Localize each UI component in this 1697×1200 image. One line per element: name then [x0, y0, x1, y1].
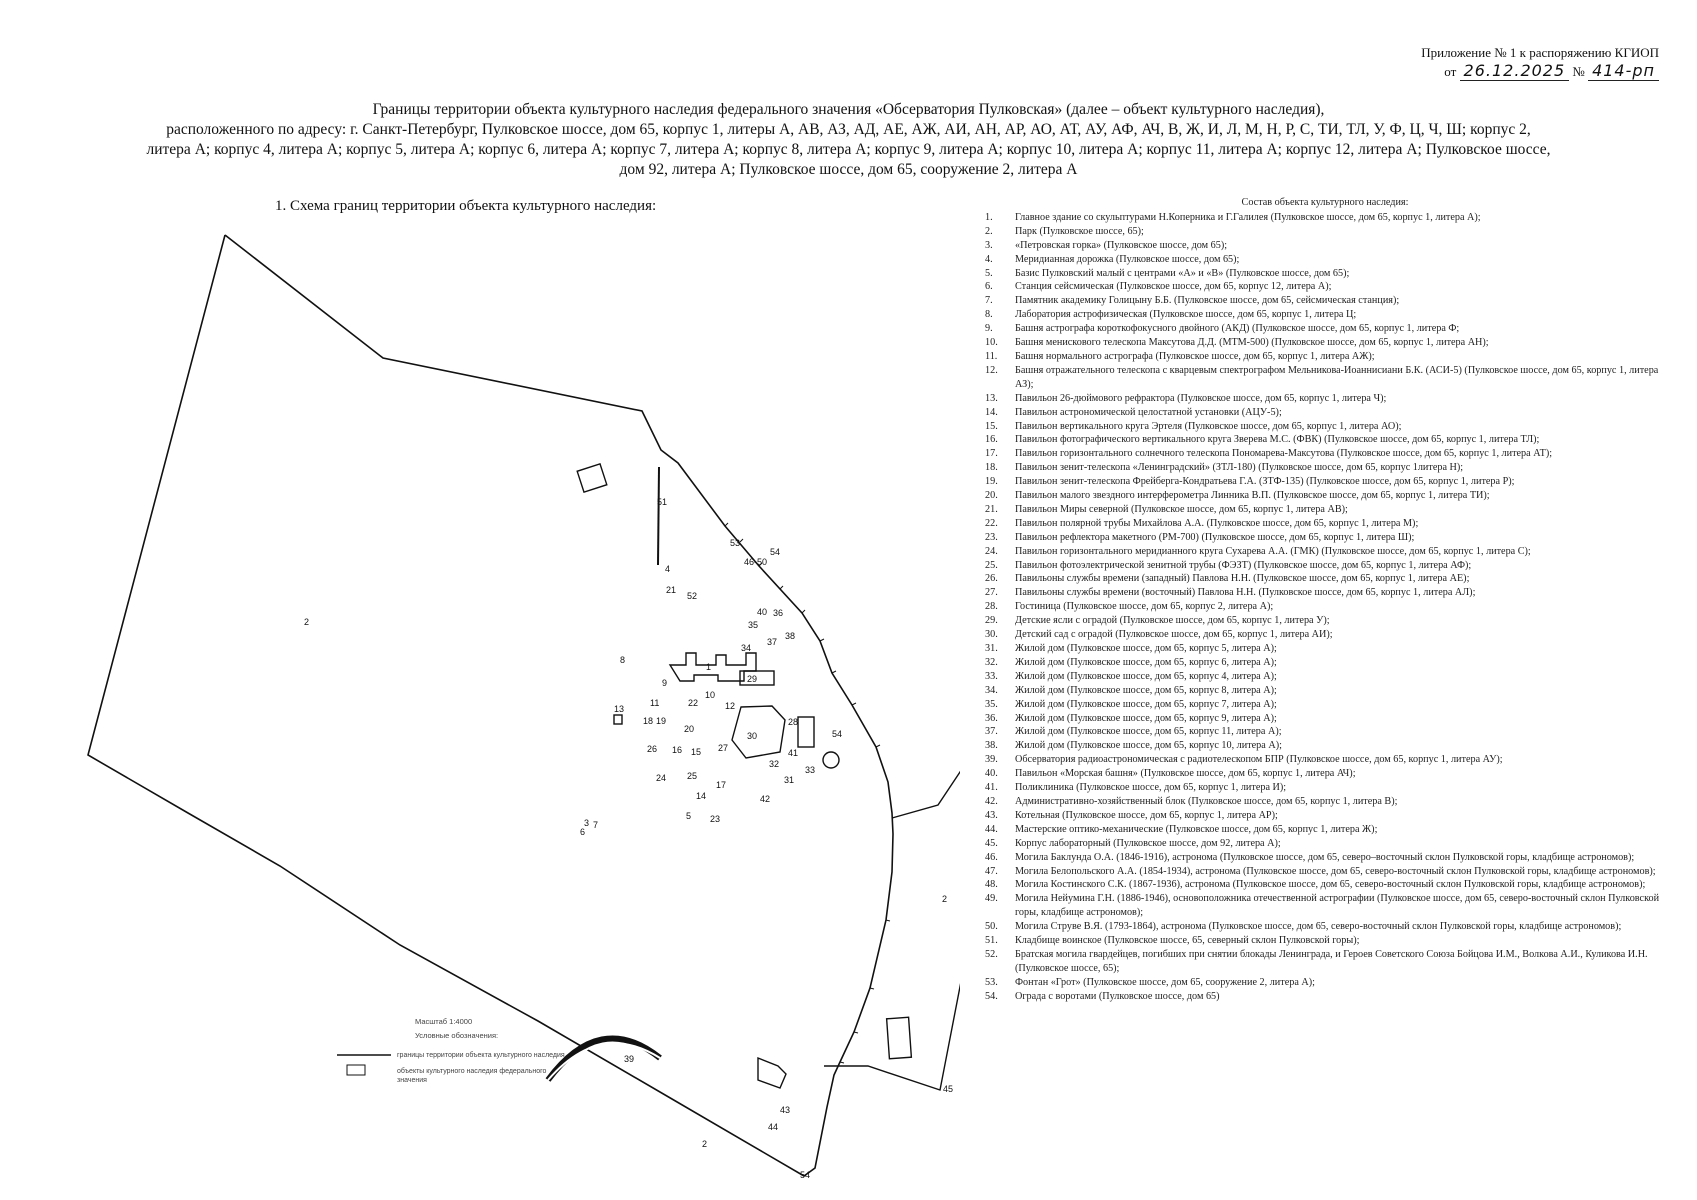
annex-boundary	[824, 684, 960, 1090]
list-item-number: 5.	[985, 267, 993, 279]
list-item-text: Павильон полярной трубы Михайлова А.А. (Пулковское шоссе, дом 65, корпус 1, литера М);	[1015, 517, 1419, 529]
list-item	[985, 670, 1665, 684]
list-item	[985, 211, 1665, 225]
list-item-number: 2.	[985, 225, 993, 237]
list-item-text: Павильоны службы времени (восточный) Павлова Н.Н. (Пулковское шоссе, дом 65, корпус 1, литера АЛ);	[1015, 587, 1476, 599]
list-item	[985, 628, 1665, 642]
list-item	[985, 489, 1665, 503]
list-item-number: 7.	[985, 295, 993, 307]
list-item-number: 14.	[985, 406, 998, 418]
list-item-text: Жилой дом (Пулковское шоссе, дом 65, корпус 9, литера А);	[1015, 712, 1277, 724]
list-item-number: 8.	[985, 309, 993, 321]
list-item-number: 13.	[985, 392, 998, 404]
map-label: 51	[657, 497, 668, 507]
list-item	[985, 698, 1665, 712]
list-item-text: Павильон горизонтального меридианного круга Сухарева А.А. (ГМК) (Пулковское шоссе, дом 65, корпус 1, литера С);	[1015, 545, 1531, 557]
building-51	[577, 464, 607, 492]
list-item-text: Детские ясли с оградой (Пулковское шоссе, дом 65, корпус 1, литера У);	[1015, 615, 1330, 627]
list-item-text: Котельная (Пулковское шоссе, дом 65, корпус 1, литера АР);	[1015, 809, 1278, 821]
list-item	[985, 948, 1665, 976]
list-item-text: Гостиница (Пулковское шоссе, дом 65, корпус 2, литера А);	[1015, 601, 1274, 613]
list-item-text: Павильон 26-дюймового рефрактора (Пулковское шоссе, дом 65, корпус 1, литера Ч);	[1015, 392, 1387, 404]
list-item-text: Кладбище воинское (Пулковское шоссе, 65, северный склон Пулковской горы);	[1015, 935, 1360, 947]
list-item	[985, 475, 1665, 489]
map-label: 31	[784, 775, 795, 785]
map-label: 34	[741, 643, 752, 653]
list-item-number: 38.	[985, 740, 998, 752]
list-item	[985, 795, 1665, 809]
map-label: 35	[748, 620, 759, 630]
list-item	[985, 586, 1665, 600]
list-item	[985, 865, 1665, 879]
list-item-number: 30.	[985, 629, 998, 641]
map-label: 9	[662, 678, 668, 688]
map-label: 39	[624, 1054, 635, 1064]
list-item	[985, 990, 1665, 1004]
legend-row-objects: объекты культурного наследия федерального значения	[397, 1068, 547, 1084]
list-item	[985, 642, 1665, 656]
map-label: 12	[725, 701, 736, 711]
list-item-text: Могила Белопольского А.А. (1854-1934), астронома (Пулковское шоссе, дом 65, северо-восточный склон Пулковской горы, кладбище астрономов);	[1015, 865, 1656, 877]
list-item	[985, 684, 1665, 698]
list-item	[985, 739, 1665, 753]
map-label: 15	[691, 747, 702, 757]
page-title: Границы территории объекта культурного наследия федерального значения «Обсерватория Пулковская» (далее – объект культурного наследия), расположенного по адресу: г. Санкт-Петербург, Пулковское шоссе, дом 65, корпус 1, литеры А, АВ, АЗ, АД, АЕ, АЖ, АИ, АН, АР, АО, АТ, АУ, АФ, АЧ, В, Ж, И, Л, М, Н, Р, С, ТИ, ТЛ, У, Ф, Ц, Ч, Ш; корпус 2, литера А; корпус 4, литера А; корпус 5, литера А; корпус 6, литера А; корпус 7, литера А; корпус 8, литера А; корпус 9, литера А; корпус 10, литера А; корпус 11, литера А; корпус 12, литера А; Пулковское шоссе, дом 92, литера А; Пулковское шоссе, дом 65, сооружение 2, литера А	[146, 101, 1551, 178]
list-item-text: Башня менискового телескопа Максутова Д.Д. (МТМ-500) (Пулковское шоссе, дом 65, корпус 1, литера АН);	[1015, 337, 1489, 349]
map-label: 1	[706, 662, 712, 672]
map-label: 33	[805, 765, 816, 775]
list-item-text: Жилой дом (Пулковское шоссе, дом 65, корпус 5, литера А);	[1015, 643, 1277, 654]
list-item-number: 28.	[985, 601, 998, 613]
list-item-number: 17.	[985, 448, 998, 460]
map-label: 27	[718, 743, 729, 753]
list-item-text: Могила Нейумина Г.Н. (1886-1946), основоположника отечественной астрографии (Пулковское шоссе, дом 65, северо-восточный склон Пулковской горы, кладбище астрономов);	[1015, 893, 1660, 919]
list-item-number: 51.	[985, 935, 998, 947]
list-item-text: Могила Костинского С.К. (1867-1936), астронома (Пулковское шоссе, дом 65, северо-восточный склон Пулковской горы, кладбище астрономов);	[1015, 879, 1646, 891]
list-item-number: 27.	[985, 587, 998, 599]
map-label: 37	[767, 637, 778, 647]
list-item	[985, 461, 1665, 475]
list-item-number: 24.	[985, 545, 998, 557]
fence-ticks	[725, 523, 890, 1063]
map-label: 11	[650, 698, 660, 708]
map-label: 54	[770, 547, 781, 557]
list-item-number: 9.	[985, 323, 993, 335]
list-item	[985, 336, 1665, 350]
list-item-text: Станция сейсмическая (Пулковское шоссе, дом 65, корпус 12, литера А);	[1015, 281, 1332, 293]
list-item-number: 4.	[985, 253, 993, 265]
list-item	[985, 823, 1665, 837]
list-item-number: 52.	[985, 948, 998, 960]
list-item-number: 45.	[985, 837, 998, 849]
list-item	[985, 878, 1665, 892]
list-item	[985, 934, 1665, 948]
list-item	[985, 433, 1665, 447]
list-item-number: 11.	[985, 350, 998, 362]
list-item-text: Парк (Пулковское шоссе, 65);	[1015, 225, 1144, 237]
scheme-caption: 1. Схема границ территории объекта культурного наследия:	[275, 198, 657, 214]
map-label: 46-50	[744, 557, 768, 567]
map-label: 2	[942, 894, 948, 904]
legend-row-boundary: границы территории объекта культурного наследия	[397, 1052, 565, 1059]
map-label: 19	[656, 716, 667, 726]
composition-items	[985, 211, 1665, 1004]
list-item	[985, 392, 1665, 406]
list-item-text: Павильон горизонтального солнечного телескопа Пономарева-Максутова (Пулковское шоссе, дом 65, корпус 1, литера АТ);	[1015, 448, 1553, 460]
map-label: 10	[705, 690, 716, 700]
list-item-text: Жилой дом (Пулковское шоссе, дом 65, корпус 10, литера А);	[1015, 740, 1282, 752]
list-item	[985, 239, 1665, 253]
list-item-number: 50.	[985, 921, 998, 933]
legend-symbols	[335, 1051, 393, 1081]
map-label: 30	[747, 731, 758, 741]
building-30	[732, 706, 785, 758]
list-item	[985, 294, 1665, 308]
list-item-number: 36.	[985, 712, 998, 724]
list-item	[985, 572, 1665, 586]
territory-boundary	[225, 235, 893, 834]
list-item-text: Фонтан «Грот» (Пулковское шоссе, дом 65, сооружение 2, литера А);	[1015, 976, 1315, 988]
list-item-number: 49.	[985, 893, 998, 905]
map-label: 54	[800, 1170, 811, 1180]
map-label: 32	[769, 759, 780, 769]
list-item	[985, 225, 1665, 239]
map-label: 36	[773, 608, 784, 618]
list-item-number: 16.	[985, 434, 998, 446]
map-label: 20	[684, 724, 695, 734]
list-item-text: Жилой дом (Пулковское шоссе, дом 65, корпус 11, литера А);	[1015, 726, 1282, 738]
list-item-text: Главное здание со скульптурами Н.Коперника и Г.Галилея (Пулковское шоссе, дом 65, корпус 1, литера А);	[1015, 211, 1481, 223]
map-label: 8	[620, 655, 626, 665]
list-item-number: 32.	[985, 656, 998, 668]
list-item-number: 54.	[985, 990, 998, 1002]
list-item	[985, 892, 1665, 920]
list-item-text: Башня нормального астрографа (Пулковское шоссе, дом 65, корпус 1, литера АЖ);	[1015, 350, 1375, 362]
list-item-text: Жилой дом (Пулковское шоссе, дом 65, корпус 7, литера А);	[1015, 698, 1277, 710]
list-item	[985, 920, 1665, 934]
map-label: 13	[614, 704, 625, 714]
list-item-text: Павильон фотографического вертикального круга Зверева М.С. (ФВК) (Пулковское шоссе, дом 65, корпус 1, литера ТЛ);	[1015, 434, 1540, 446]
map-label: 40	[757, 607, 768, 617]
list-item-number: 42.	[985, 795, 998, 807]
list-item-text: Мастерские оптико-механические (Пулковское шоссе, дом 65, корпус 1, литера Ж);	[1015, 823, 1378, 835]
list-item-number: 40.	[985, 768, 998, 780]
list-item-text: Меридианная дорожка (Пулковское шоссе, дом 65);	[1015, 253, 1240, 265]
list-item-number: 12.	[985, 364, 998, 376]
map-label: 54	[832, 729, 843, 739]
list-item-text: Павильон рефлектора макетного (РМ-700) (Пулковское шоссе, дом 65, корпус 1, литера Ш);	[1015, 531, 1415, 543]
map-label: 14	[696, 791, 707, 801]
list-item-text: Павильоны службы времени (западный) Павлова Н.Н. (Пулковское шоссе, дом 65, корпус 1, литера АЕ);	[1015, 573, 1470, 585]
list-item-number: 6.	[985, 281, 993, 293]
list-item-text: Жилой дом (Пулковское шоссе, дом 65, корпус 8, литера А);	[1015, 684, 1277, 696]
list-item-number: 34.	[985, 684, 998, 696]
list-item-text: Башня отражательного телескопа с кварцевым спектрографом Мельникова-Иоаннисиани Б.К. (АСИ-5) (Пулковское шоссе, дом 65, корпус 1, литера АЗ);	[1015, 364, 1659, 390]
list-item-text: Павильон фотоэлектрической зенитной трубы (ФЭЗТ) (Пулковское шоссе, дом 65, корпус 1, литера АФ);	[1015, 559, 1472, 571]
list-item	[985, 837, 1665, 851]
list-item-number: 47.	[985, 865, 998, 877]
map-label: 18	[643, 716, 654, 726]
list-item	[985, 600, 1665, 614]
meridian-path	[658, 467, 659, 565]
map-label: 22	[688, 698, 699, 708]
map-label: 21	[666, 585, 677, 595]
list-item	[985, 267, 1665, 281]
list-item-text: Поликлиника (Пулковское шоссе, дом 65, корпус 1, литера И);	[1015, 782, 1287, 794]
list-item-text: Памятник академику Голицыну Б.Б. (Пулковское шоссе, дом 65, сейсмическая станция);	[1015, 295, 1400, 307]
list-item-number: 44.	[985, 823, 998, 835]
map-label: 25	[687, 771, 698, 781]
list-item-number: 18.	[985, 462, 998, 474]
list-item-number: 19.	[985, 476, 998, 488]
list-item-text: Павильон вертикального круга Эртеля (Пулковское шоссе, дом 65, корпус 1, литера АО);	[1015, 420, 1402, 432]
map-label: 2	[304, 617, 310, 627]
list-item	[985, 614, 1665, 628]
building-13	[614, 715, 622, 724]
list-item	[985, 517, 1665, 531]
list-item-text: Корпус лабораторный (Пулковское шоссе, дом 92, литера А);	[1015, 837, 1281, 849]
list-item-number: 53.	[985, 976, 998, 988]
list-item-number: 1.	[985, 211, 993, 223]
composition-list	[985, 196, 1665, 1004]
list-item-number: 20.	[985, 490, 998, 502]
appendix-date-line: от 26.12.2025 № 414-рп	[1421, 62, 1659, 81]
list-item	[985, 545, 1665, 559]
list-item-text: Базис Пулковский малый с центрами «А» и «В» (Пулковское шоссе, дом 65);	[1015, 267, 1350, 279]
list-item-text: Башня астрографа короткофокусного двойного (АКД) (Пулковское шоссе, дом 65, корпус 1, литера Ф;	[1015, 323, 1460, 335]
appendix-line: Приложение № 1 к распоряжению КГИОП	[1421, 45, 1659, 60]
building-main	[670, 653, 756, 681]
composition-heading: Состав объекта культурного наследия:	[1241, 197, 1409, 208]
list-item-text: Административно-хозяйственный блок (Пулковское шоссе, дом 65, корпус 1, литера В);	[1015, 795, 1398, 807]
appendix-header	[1421, 44, 1659, 81]
list-item-number: 46.	[985, 851, 998, 863]
list-item	[985, 364, 1665, 392]
map-label: 17	[716, 780, 727, 790]
list-item-number: 39.	[985, 754, 998, 766]
map-label: 26	[647, 744, 658, 754]
list-item-text: Братская могила гвардейцев, погибших при снятии блокады Ленинграда, и Героев Советского Союза Бойцова И.М., Волкова А.И., Куликова И.Н. (Пулковское шоссе, 65);	[1015, 948, 1648, 974]
list-item	[985, 280, 1665, 294]
list-item	[985, 503, 1665, 517]
list-item-number: 41.	[985, 782, 998, 794]
list-item-number: 22.	[985, 517, 998, 529]
list-item-number: 23.	[985, 531, 998, 543]
map-label: 2	[702, 1139, 708, 1149]
map-label: 29	[747, 674, 758, 684]
map-label: 45	[943, 1084, 954, 1094]
map-label: 6	[580, 827, 586, 837]
legend-caption: Условные обозначения:	[415, 1031, 499, 1040]
map-label: 23	[710, 814, 721, 824]
list-item	[985, 253, 1665, 267]
list-item	[985, 725, 1665, 739]
map-label: 42	[760, 794, 771, 804]
building-45	[887, 1017, 912, 1058]
list-item	[985, 406, 1665, 420]
list-item-number: 35.	[985, 698, 998, 710]
list-item-text: Могила Струве В.Я. (1793-1864), астронома (Пулковское шоссе, дом 65, северо-восточный склон Пулковской горы, кладбище астрономов);	[1015, 921, 1622, 933]
list-item-text: Павильон малого звездного интерферометра Линника В.П. (Пулковское шоссе, дом 65, корпус 1, литера ТИ);	[1015, 490, 1490, 502]
list-item	[985, 447, 1665, 461]
map-label: 24	[656, 773, 667, 783]
list-item-number: 43.	[985, 809, 998, 821]
map-label: 44	[768, 1122, 779, 1132]
list-item	[985, 851, 1665, 865]
list-item-text: «Петровская горка» (Пулковское шоссе, дом 65);	[1015, 239, 1228, 251]
map-label: 52	[687, 591, 698, 601]
list-item	[985, 767, 1665, 781]
map-label: 53	[730, 538, 741, 548]
list-item	[985, 976, 1665, 990]
list-item-number: 33.	[985, 670, 998, 682]
list-item	[985, 350, 1665, 364]
building-54-gate	[823, 752, 839, 768]
list-item-text: Лаборатория астрофизическая (Пулковское шоссе, дом 65, корпус 1, литера Ц;	[1015, 309, 1357, 321]
map-label: 43	[780, 1105, 791, 1115]
list-item	[985, 531, 1665, 545]
list-item-number: 48.	[985, 879, 998, 891]
list-item-number: 25.	[985, 559, 998, 571]
list-item-number: 31.	[985, 643, 998, 654]
building-44	[758, 1058, 786, 1088]
list-item-number: 26.	[985, 573, 998, 585]
list-item-text: Павильон зенит-телескопа «Ленинградский» (ЗТЛ-180) (Пулковское шоссе, дом 65, корпус 1литера Н);	[1015, 462, 1464, 474]
map-label: 16	[672, 745, 683, 755]
list-item-number: 29.	[985, 615, 998, 627]
list-item-number: 15.	[985, 420, 998, 432]
map-label: 4	[665, 564, 671, 574]
list-item	[985, 656, 1665, 670]
list-item-number: 37.	[985, 726, 998, 738]
list-item-number: 3.	[985, 239, 993, 251]
list-item-text: Павильон зенит-телескопа Фрейберга-Кондратьева Г.А. (ЗТФ-135) (Пулковское шоссе, дом 65, корпус 1, литера Р);	[1015, 476, 1515, 488]
map-scale: Масштаб 1:4000	[415, 1017, 473, 1026]
list-item-text: Ограда с воротами (Пулковское шоссе, дом 65)	[1015, 990, 1220, 1002]
list-item-text: Обсерватория радиоастрономическая с радиотелескопом БПР (Пулковское шоссе, дом 65, корпус 1, литера АУ);	[1015, 754, 1503, 766]
map-label: 3	[584, 818, 590, 828]
appendix-number: 414-рп	[1588, 61, 1659, 81]
list-item-text: Детский сад с оградой (Пулковское шоссе, дом 65, корпус 1, литера АИ);	[1015, 629, 1333, 641]
list-item	[985, 781, 1665, 795]
list-item	[985, 559, 1665, 573]
list-item	[985, 753, 1665, 767]
territory-map	[80, 220, 960, 1180]
list-item	[985, 322, 1665, 336]
map-label: 7	[593, 820, 599, 830]
list-item-number: 21.	[985, 503, 998, 515]
list-item-text: Жилой дом (Пулковское шоссе, дом 65, корпус 4, литера А);	[1015, 670, 1277, 682]
list-item	[985, 712, 1665, 726]
list-item-number: 10.	[985, 337, 998, 349]
map-label: 38	[785, 631, 796, 641]
map-label: 41	[788, 748, 799, 758]
building-28	[798, 717, 814, 747]
map-label: 5	[686, 811, 692, 821]
list-item	[985, 420, 1665, 434]
list-item-text: Могила Баклунда О.А. (1846-1916), астронома (Пулковское шоссе, дом 65, северо–восточный склон Пулковской горы, кладбище астрономов);	[1015, 851, 1635, 863]
list-item	[985, 809, 1665, 823]
list-item-text: Павильон астрономической целостатной установки (АЦУ-5);	[1015, 406, 1282, 418]
appendix-date: 26.12.2025	[1460, 61, 1570, 81]
list-item-text: Павильон «Морская башня» (Пулковское шоссе, дом 65, корпус 1, литера АЧ);	[1015, 768, 1356, 780]
map-label: 28	[788, 717, 799, 727]
list-item	[985, 308, 1665, 322]
list-item-text: Павильон Миры северной (Пулковское шоссе, дом 65, корпус 1, литера АВ);	[1015, 503, 1348, 515]
list-item-text: Жилой дом (Пулковское шоссе, дом 65, корпус 6, литера А);	[1015, 656, 1277, 668]
